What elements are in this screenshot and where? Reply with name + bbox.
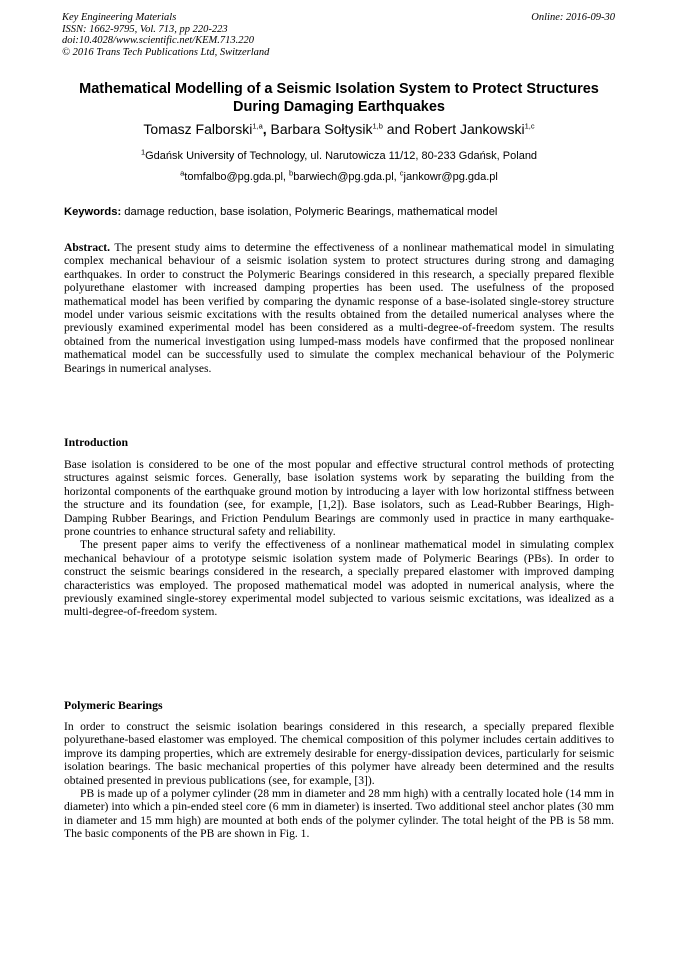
affiliation-sup: 1 (140, 147, 146, 157)
introduction-paragraph-2: The present paper aims to verify the effectiveness of a nonlinear mathematical model in simulating complex mechanical behaviour of a prototype seismic isolation system made of Polymeric Bearings (PBs). In order to construct the seismic bearings considered in the research, a specially prepared elastomer with improved damping characteristics was employed. The proposed mathematical model was adopted in numerical analysis, where the previously examined single-storey experimental model subjected to various seismic excitations, was idealized as a multi-degree-of-freedom system. (64, 538, 614, 619)
email-list (64, 168, 614, 183)
email-link[interactable]: jankowr@pg.gda.pl (403, 171, 498, 183)
author-sup: 1,c (524, 121, 535, 131)
journal-name: Key Engineering Materials (62, 12, 177, 23)
online-date: Online: 2016-09-30 (531, 12, 615, 23)
introduction-paragraph-1: Base isolation is considered to be one of the most popular and effective structural control methods of protecting structures against seismic forces. Generally, base isolation systems work by separating the building from the horizontal components of the earthquake ground motion by introducing a layer with low horizontal stiffness between the structure and its foundation (see, for example, [1,2]). Base isolators, such as Lead-Rubber Bearings, High-Damping Rubber Bearings, and Friction Pendulum Bearings are commonly used in practice in many earthquake-prone countries to enhance structural safety and reliability. (64, 458, 614, 539)
author-sup: 1,a (252, 121, 263, 131)
polymeric-bearings-heading: Polymeric Bearings (64, 698, 163, 712)
paper-title: Mathematical Modelling of a Seismic Isolation System to Protect Structures During Damaging Earthquakes (79, 81, 599, 115)
polymeric-paragraph-2: PB is made up of a polymer cylinder (28 mm in diameter and 28 mm high) with a centrally located hole (14 mm in diameter) into which a pin-ended steel core (6 mm in diameter) is inserted. Two additional steel anchor plates (30 mm in diameter and 15 mm high) are mounted at both ends of the polymer cylinder. The total height of the PB is 58 mm. The basic components of the PB are shown in Fig. 1. (64, 787, 614, 841)
affiliation (64, 147, 614, 162)
abstract-label: Abstract. (64, 241, 111, 254)
author-sup: 1,b (372, 121, 383, 131)
abstract (64, 241, 614, 375)
affiliation-text: Gdańsk University of Technology, ul. Narutowicza 11/12, 80-233 Gdańsk, Poland (145, 150, 538, 162)
email-link[interactable]: barwiech@pg.gda.pl, (293, 171, 400, 183)
author-separator: and (382, 121, 415, 137)
author-name: Tomasz Falborski (143, 121, 253, 137)
author-name: Robert Jankowski (414, 121, 525, 137)
author-name: Barbara Sołtysik (270, 121, 373, 137)
email-sup: c (399, 168, 404, 178)
author-list (64, 121, 614, 137)
keywords-label: Keywords: (64, 206, 122, 218)
email-sup: b (289, 168, 294, 178)
author-separator: , (262, 121, 271, 137)
issn-line: ISSN: 1662-9795, Vol. 713, pp 220-223 (62, 23, 228, 35)
abstract-text: The present study aims to determine the effectiveness of a nonlinear mathematical model in simulating complex mechanical behaviour of a seismic isolation system to protect structures during strong and damaging earthquakes. In order to construct the Polymeric Bearings considered in this research, a specially prepared flexible polyurethane elastomer with increased damping properties has been used. The usefulness of the proposed mathematical model has been verified by comparing the dynamic response of a base-isolated single-storey structure model under various seismic excitations with the results obtained from the detailed numerical analyses where the previously examined experimental model has been considered as a multi-degree-of-freedom system. The results obtained from the numerical investigation using lumped-mass models have confirmed that the proposed nonlinear mathematical model can be successfully used to simulate the complex mechanical behaviour of the Polymeric Bearings in numerical analyses. (64, 241, 614, 375)
journal-header (62, 12, 269, 58)
keywords-text: damage reduction, base isolation, Polymeric Bearings, mathematical model (121, 206, 498, 218)
copyright-line: © 2016 Trans Tech Publications Ltd, Switzerland (62, 46, 270, 58)
polymeric-paragraph-1: In order to construct the seismic isolation bearings considered in this research, a specially prepared flexible polyurethane-based elastomer was employed. The chemical composition of this polymer includes certain additives to improve its damping properties, which are extremely desirable for energy-dissipation devices, particularly for seismic isolation bearings. The basic mechanical properties of this polymer have already been determined and the results obtained presented in previous publications (see, for example, [3]). (64, 720, 614, 787)
email-link[interactable]: tomfalbo@pg.gda.pl, (184, 171, 290, 183)
doi-line: doi:10.4028/www.scientific.net/KEM.713.220 (62, 35, 254, 46)
polymeric-bearings-body (64, 720, 614, 841)
keywords (64, 206, 614, 218)
introduction-heading: Introduction (64, 435, 129, 449)
introduction-body (64, 458, 614, 619)
email-sup: a (180, 168, 185, 178)
